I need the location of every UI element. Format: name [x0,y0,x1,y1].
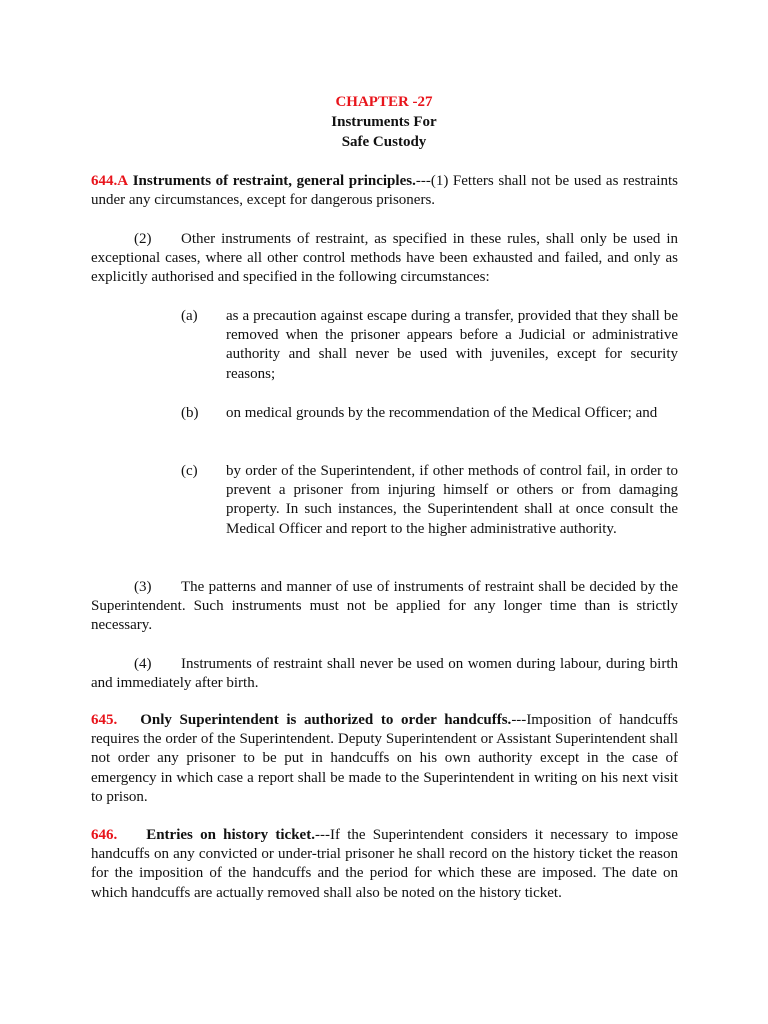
list-item-c [181,462,678,539]
section-644a-heading: Instruments of restraint, general principles. [132,173,416,189]
paragraph-4-number: (4) [134,656,152,672]
list-item-c-text: by order of the Superintendent, if other methods of control fail, in order to prevent a prisoner from injuring himself or others or from damaging property. In such instances, the Superintendent shall at once consult the Medical Officer and report to the higher administrative authority. [226,463,678,537]
section-646 [91,826,678,903]
section-644a [91,172,678,210]
section-644a-dash: --- [415,173,431,189]
paragraph-4 [91,655,678,693]
section-644a-number: 644.A [91,173,129,189]
chapter-number: CHAPTER -27 [335,94,433,110]
paragraph-4-text: Instruments of restraint shall never be used on women during labour, during birth and immediately after birth. [91,656,678,692]
section-646-number: 646. [91,827,118,843]
section-646-text: If the Superintendent considers it necessary to impose handcuffs on any convicted or under-trial prisoner he shall record on the history ticket the reason for the imposition of the handcuffs and the period for which these are imposed. The date on which handcuffs are actually removed shall also be noted on the history ticket. [91,827,679,901]
list-item-a-text: as a precaution against escape during a transfer, provided that they shall be removed when the prisoner appears before a Judicial or administrative authority and shall never be used with juveniles, except for security reasons; [226,308,678,382]
section-644a-text: (1) Fetters shall not be used as restraints under any circumstances, except for dangerous prisoners. [91,173,679,209]
chapter-title-line2: Safe Custody [341,134,427,150]
list-item-b-label: (b) [181,405,199,421]
paragraph-2-number: (2) [134,231,152,247]
paragraph-2-text: Other instruments of restraint, as specified in these rules, shall only be used in exceptional cases, where all other control methods have been exhausted and failed, and only as explicitly authorised and specified in the following circumstances: [91,231,678,286]
list-item-a [181,307,678,384]
paragraph-2 [91,230,678,288]
list-item-a-label: (a) [181,308,198,324]
section-646-heading: Entries on history ticket. [146,827,315,843]
section-645-text: Imposition of handcuffs requires the order of the Superintendent. Deputy Superintendent or Assistant Superintendent shall not order any prisoner to be put in handcuffs on his own authority except in the case of emergency in which case a report shall be made to the Superintendent in writing on his next visit to prison. [91,712,678,805]
section-645-number: 645. [91,712,118,728]
list-item-b [181,404,678,423]
section-645 [91,711,678,807]
paragraph-3-text: The patterns and manner of use of instruments of restraint shall be decided by the Superintendent. Such instruments must not be applied for any longer time than is strictly necessary. [91,579,678,634]
chapter-title-line1: Instruments For [331,114,437,130]
paragraph-3-number: (3) [134,579,152,595]
section-645-dash: --- [511,712,527,728]
section-645-heading: Only Superintendent is authorized to order handcuffs. [140,712,512,728]
list-item-c-label: (c) [181,463,198,479]
paragraph-3 [91,578,678,636]
list-item-b-text: on medical grounds by the recommendation of the Medical Officer; and [226,405,658,421]
section-646-dash: --- [314,827,330,843]
